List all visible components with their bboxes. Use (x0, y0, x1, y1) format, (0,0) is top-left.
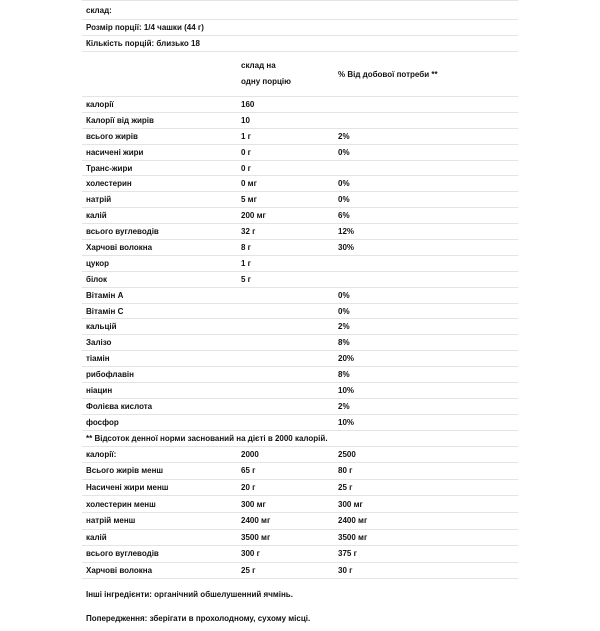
table-row (82, 447, 518, 464)
serving-size: Розмір порції: 1/4 чашки (44 г) (82, 20, 518, 36)
reference-2500: 30 г (338, 566, 353, 576)
reference-name: калорії: (86, 449, 117, 459)
nutrient-daily-value: 2% (338, 131, 350, 141)
reference-2000: 2400 мг (241, 516, 271, 526)
table-row (82, 367, 518, 383)
nutrient-amount: 5 г (241, 274, 252, 284)
table-row (82, 383, 518, 399)
table-row (82, 145, 518, 161)
reference-2500: 3500 мг (338, 532, 368, 542)
nutrient-name: рибофлавін (86, 370, 134, 380)
table-row (82, 161, 518, 177)
table-row (82, 415, 518, 431)
nutrient-name: ніацин (86, 385, 113, 395)
table-row (82, 224, 518, 240)
reference-name: Насичені жири менш (86, 483, 169, 493)
table-row (82, 546, 518, 563)
reference-2500: 2500 (338, 449, 356, 459)
table-row (82, 399, 518, 415)
nutrient-daily-value: 0% (338, 306, 350, 316)
reference-2500: 25 г (338, 483, 353, 493)
table-row (82, 288, 518, 304)
table-row (82, 463, 518, 480)
nutrient-amount: 32 г (241, 227, 256, 237)
table-row (82, 192, 518, 208)
table-row (82, 335, 518, 351)
reference-2000: 65 г (241, 466, 256, 476)
table-row (82, 496, 518, 513)
reference-2000: 20 г (241, 483, 256, 493)
nutrient-daily-value: 12% (338, 227, 355, 237)
nutrient-amount: 8 г (241, 242, 252, 252)
table-row (82, 480, 518, 497)
header-per-serving-line2: одну порцію (241, 77, 291, 86)
nutrient-name: фосфор (86, 417, 119, 427)
reference-2000: 300 мг (241, 499, 266, 509)
nutrient-daily-value: 0% (338, 179, 350, 189)
reference-2000: 3500 мг (241, 532, 271, 542)
nutrient-name: кальцій (86, 322, 117, 332)
reference-name: Харчові волокна (86, 566, 153, 576)
nutrient-amount: 160 (241, 99, 255, 109)
daily-value-footnote: ** Відсоток денної норми заснований на дієті в 2000 калорій. (82, 431, 518, 447)
composition-label: склад: (82, 1, 518, 20)
nutrient-name: Фолієва кислота (86, 401, 153, 411)
nutrition-facts (82, 0, 518, 631)
table-row (82, 208, 518, 224)
nutrient-name: натрій (86, 195, 112, 205)
reference-name: Всього жирів менш (86, 466, 164, 476)
nutrient-daily-value: 10% (338, 385, 355, 395)
nutrient-table (82, 97, 518, 431)
nutrient-amount: 0 г (241, 147, 252, 157)
table-row (82, 563, 518, 580)
servings-count: Кількість порцій: близько 18 (82, 36, 518, 52)
table-row (82, 319, 518, 335)
table-row (82, 513, 518, 530)
reference-2000: 2000 (241, 449, 259, 459)
nutrient-name: тіамін (86, 354, 110, 364)
nutrient-name: калорії (86, 99, 114, 109)
header-daily-value: % Від добової потреби ** (338, 69, 438, 79)
header-per-serving (238, 58, 336, 90)
nutrient-amount: 5 мг (241, 195, 257, 205)
reference-2000: 25 г (241, 566, 256, 576)
nutrient-daily-value: 0% (338, 147, 350, 157)
nutrient-daily-value: 10% (338, 417, 355, 427)
table-header-row (82, 52, 518, 97)
reference-name: калій (86, 532, 107, 542)
reference-2500: 2400 мг (338, 516, 368, 526)
reference-2500: 80 г (338, 466, 353, 476)
nutrient-name: холестерин (86, 179, 132, 189)
nutrient-name: Залізо (86, 338, 112, 348)
reference-table (82, 447, 518, 580)
nutrient-amount: 0 г (241, 163, 252, 173)
nutrient-name: Калорії від жирів (86, 115, 154, 125)
table-row (82, 351, 518, 367)
nutrient-name: всього вуглеводів (86, 227, 159, 237)
nutrient-amount: 0 мг (241, 179, 257, 189)
nutrient-name: насичені жири (86, 147, 144, 157)
table-row (82, 272, 518, 288)
table-row (82, 304, 518, 320)
nutrient-daily-value: 8% (338, 370, 350, 380)
nutrient-daily-value: 8% (338, 338, 350, 348)
nutrient-name: калій (86, 211, 107, 221)
reference-name: холестерин менш (86, 499, 156, 509)
nutrient-daily-value: 0% (338, 195, 350, 205)
nutrient-daily-value: 0% (338, 290, 350, 300)
other-ingredients: Інші інгредієнти: органічний обшелушенний ячмінь. (86, 590, 293, 600)
table-row (82, 240, 518, 256)
nutrient-daily-value: 30% (338, 242, 355, 252)
nutrient-name: всього жирів (86, 131, 138, 141)
reference-name: всього вуглеводів (86, 549, 159, 559)
reference-2500: 300 мг (338, 499, 363, 509)
nutrient-name: білок (86, 274, 108, 284)
nutrient-name: Транс-жири (86, 163, 133, 173)
reference-2000: 300 г (241, 549, 260, 559)
header-per-serving-line1: склад на (241, 61, 276, 70)
nutrient-name: Вітамін C (86, 306, 124, 316)
nutrient-name: Харчові волокна (86, 242, 153, 252)
nutrient-name: цукор (86, 258, 110, 268)
nutrient-amount: 1 г (241, 258, 252, 268)
nutrient-daily-value: 6% (338, 211, 350, 221)
table-row (82, 97, 518, 113)
nutrient-daily-value: 2% (338, 401, 350, 411)
reference-2500: 375 г (338, 549, 357, 559)
table-row (82, 256, 518, 272)
nutrient-amount: 10 (241, 115, 250, 125)
table-row (82, 176, 518, 192)
nutrient-daily-value: 2% (338, 322, 350, 332)
table-row (82, 530, 518, 547)
reference-name: натрій менш (86, 516, 136, 526)
nutrient-amount: 1 г (241, 131, 252, 141)
storage-warning: Попередження: зберігати в прохолодному, сухому місці. (86, 614, 311, 624)
nutrient-name: Вітамін A (86, 290, 124, 300)
nutrient-daily-value: 20% (338, 354, 355, 364)
nutrient-amount: 200 мг (241, 211, 266, 221)
table-row (82, 113, 518, 129)
table-row (82, 129, 518, 145)
